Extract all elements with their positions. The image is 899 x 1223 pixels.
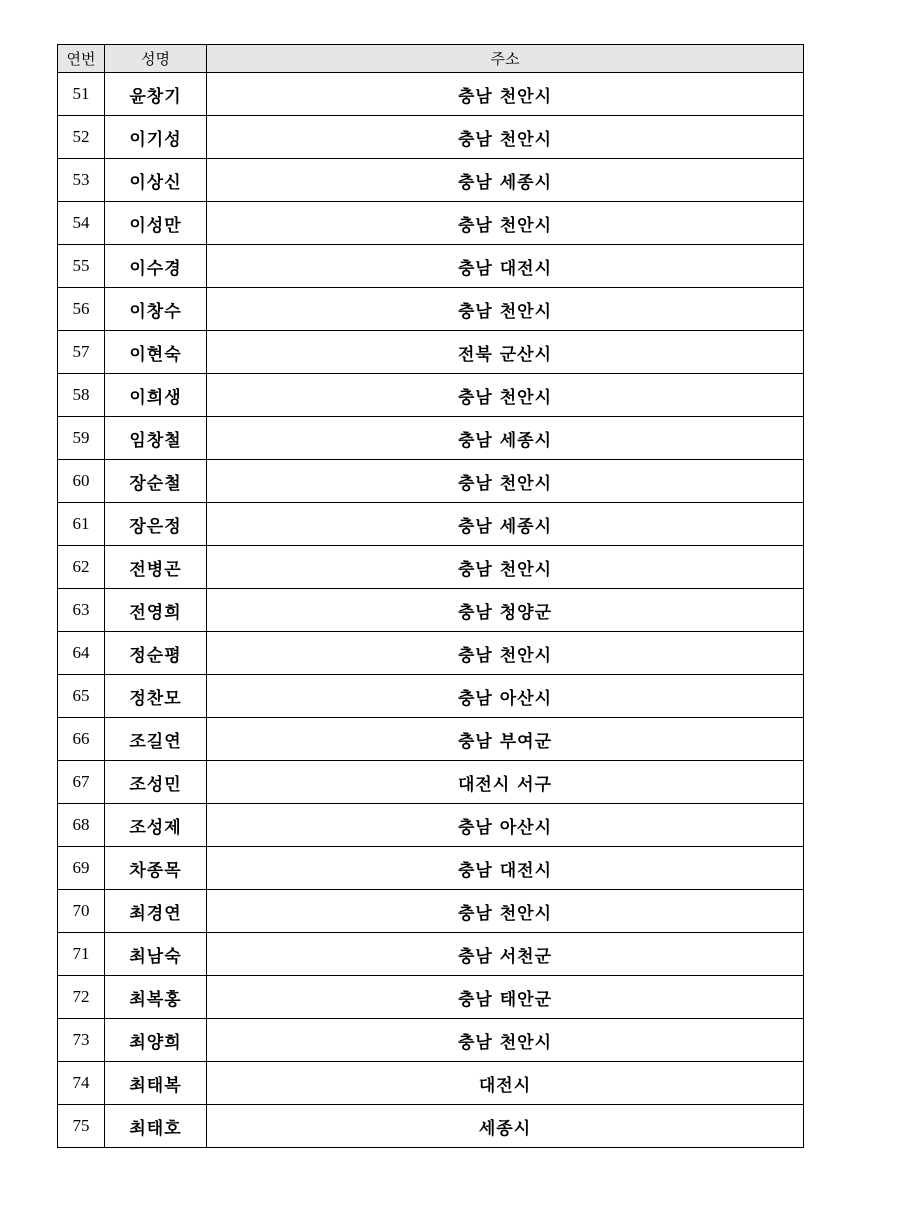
row-number: 54 xyxy=(58,202,105,245)
table-row xyxy=(58,245,804,288)
row-number: 66 xyxy=(58,718,105,761)
row-address: 충남 천안시 xyxy=(207,632,804,675)
table-row xyxy=(58,589,804,632)
table-row xyxy=(58,933,804,976)
row-number: 61 xyxy=(58,503,105,546)
row-name: 이성만 xyxy=(105,202,207,245)
row-name: 조성제 xyxy=(105,804,207,847)
row-address: 세종시 xyxy=(207,1105,804,1148)
row-number: 55 xyxy=(58,245,105,288)
row-address: 충남 세종시 xyxy=(207,503,804,546)
row-name: 이현숙 xyxy=(105,331,207,374)
row-address: 충남 부여군 xyxy=(207,718,804,761)
table-row xyxy=(58,460,804,503)
row-address: 충남 아산시 xyxy=(207,804,804,847)
row-address: 충남 천안시 xyxy=(207,288,804,331)
row-name: 윤창기 xyxy=(105,73,207,116)
row-number: 70 xyxy=(58,890,105,933)
table-row xyxy=(58,417,804,460)
row-number: 73 xyxy=(58,1019,105,1062)
table-row xyxy=(58,976,804,1019)
row-address: 대전시 xyxy=(207,1062,804,1105)
table-row xyxy=(58,546,804,589)
row-name: 이상신 xyxy=(105,159,207,202)
row-number: 63 xyxy=(58,589,105,632)
row-number: 71 xyxy=(58,933,105,976)
row-number: 60 xyxy=(58,460,105,503)
header-num: 연번 xyxy=(58,45,105,73)
row-address: 충남 천안시 xyxy=(207,202,804,245)
row-number: 56 xyxy=(58,288,105,331)
row-name: 임창철 xyxy=(105,417,207,460)
table-row xyxy=(58,288,804,331)
row-name: 이수경 xyxy=(105,245,207,288)
row-address: 대전시 서구 xyxy=(207,761,804,804)
row-name: 이희생 xyxy=(105,374,207,417)
table-row xyxy=(58,632,804,675)
table-body xyxy=(58,73,804,1148)
row-address: 충남 천안시 xyxy=(207,460,804,503)
row-address: 충남 천안시 xyxy=(207,116,804,159)
row-number: 53 xyxy=(58,159,105,202)
row-name: 최복홍 xyxy=(105,976,207,1019)
table-row xyxy=(58,331,804,374)
row-name: 최태호 xyxy=(105,1105,207,1148)
table-row xyxy=(58,1019,804,1062)
row-address: 충남 대전시 xyxy=(207,847,804,890)
row-address: 충남 대전시 xyxy=(207,245,804,288)
row-number: 57 xyxy=(58,331,105,374)
row-number: 59 xyxy=(58,417,105,460)
row-address: 충남 천안시 xyxy=(207,73,804,116)
row-address: 충남 서천군 xyxy=(207,933,804,976)
row-number: 51 xyxy=(58,73,105,116)
row-name: 이기성 xyxy=(105,116,207,159)
row-number: 58 xyxy=(58,374,105,417)
row-number: 67 xyxy=(58,761,105,804)
table-row xyxy=(58,1105,804,1148)
row-name: 장은정 xyxy=(105,503,207,546)
row-address: 충남 청양군 xyxy=(207,589,804,632)
table-row xyxy=(58,503,804,546)
row-address: 충남 태안군 xyxy=(207,976,804,1019)
row-name: 최양희 xyxy=(105,1019,207,1062)
row-number: 69 xyxy=(58,847,105,890)
table-row xyxy=(58,847,804,890)
table-row xyxy=(58,804,804,847)
roster-sheet xyxy=(57,44,803,1148)
roster-table xyxy=(57,44,804,1148)
row-address: 전북 군산시 xyxy=(207,331,804,374)
row-name: 장순철 xyxy=(105,460,207,503)
table-row xyxy=(58,718,804,761)
row-name: 최경연 xyxy=(105,890,207,933)
table-row xyxy=(58,159,804,202)
row-name: 전병곤 xyxy=(105,546,207,589)
row-number: 52 xyxy=(58,116,105,159)
row-name: 전영희 xyxy=(105,589,207,632)
row-number: 74 xyxy=(58,1062,105,1105)
row-number: 72 xyxy=(58,976,105,1019)
row-address: 충남 천안시 xyxy=(207,890,804,933)
row-name: 차종목 xyxy=(105,847,207,890)
row-number: 64 xyxy=(58,632,105,675)
row-address: 충남 세종시 xyxy=(207,159,804,202)
row-address: 충남 천안시 xyxy=(207,374,804,417)
row-name: 조성민 xyxy=(105,761,207,804)
header-row xyxy=(58,45,804,73)
table-row xyxy=(58,116,804,159)
table-row xyxy=(58,675,804,718)
row-address: 충남 아산시 xyxy=(207,675,804,718)
row-name: 최남숙 xyxy=(105,933,207,976)
row-number: 68 xyxy=(58,804,105,847)
table-row xyxy=(58,202,804,245)
row-number: 65 xyxy=(58,675,105,718)
table-header xyxy=(58,45,804,73)
row-address: 충남 세종시 xyxy=(207,417,804,460)
row-name: 정순평 xyxy=(105,632,207,675)
row-number: 62 xyxy=(58,546,105,589)
row-name: 이창수 xyxy=(105,288,207,331)
row-address: 충남 천안시 xyxy=(207,1019,804,1062)
row-name: 조길연 xyxy=(105,718,207,761)
header-name: 성명 xyxy=(105,45,207,73)
table-row xyxy=(58,73,804,116)
table-row xyxy=(58,1062,804,1105)
table-row xyxy=(58,761,804,804)
table-row xyxy=(58,890,804,933)
row-number: 75 xyxy=(58,1105,105,1148)
row-address: 충남 천안시 xyxy=(207,546,804,589)
header-address: 주소 xyxy=(207,45,804,73)
row-name: 정찬모 xyxy=(105,675,207,718)
table-row xyxy=(58,374,804,417)
row-name: 최태복 xyxy=(105,1062,207,1105)
